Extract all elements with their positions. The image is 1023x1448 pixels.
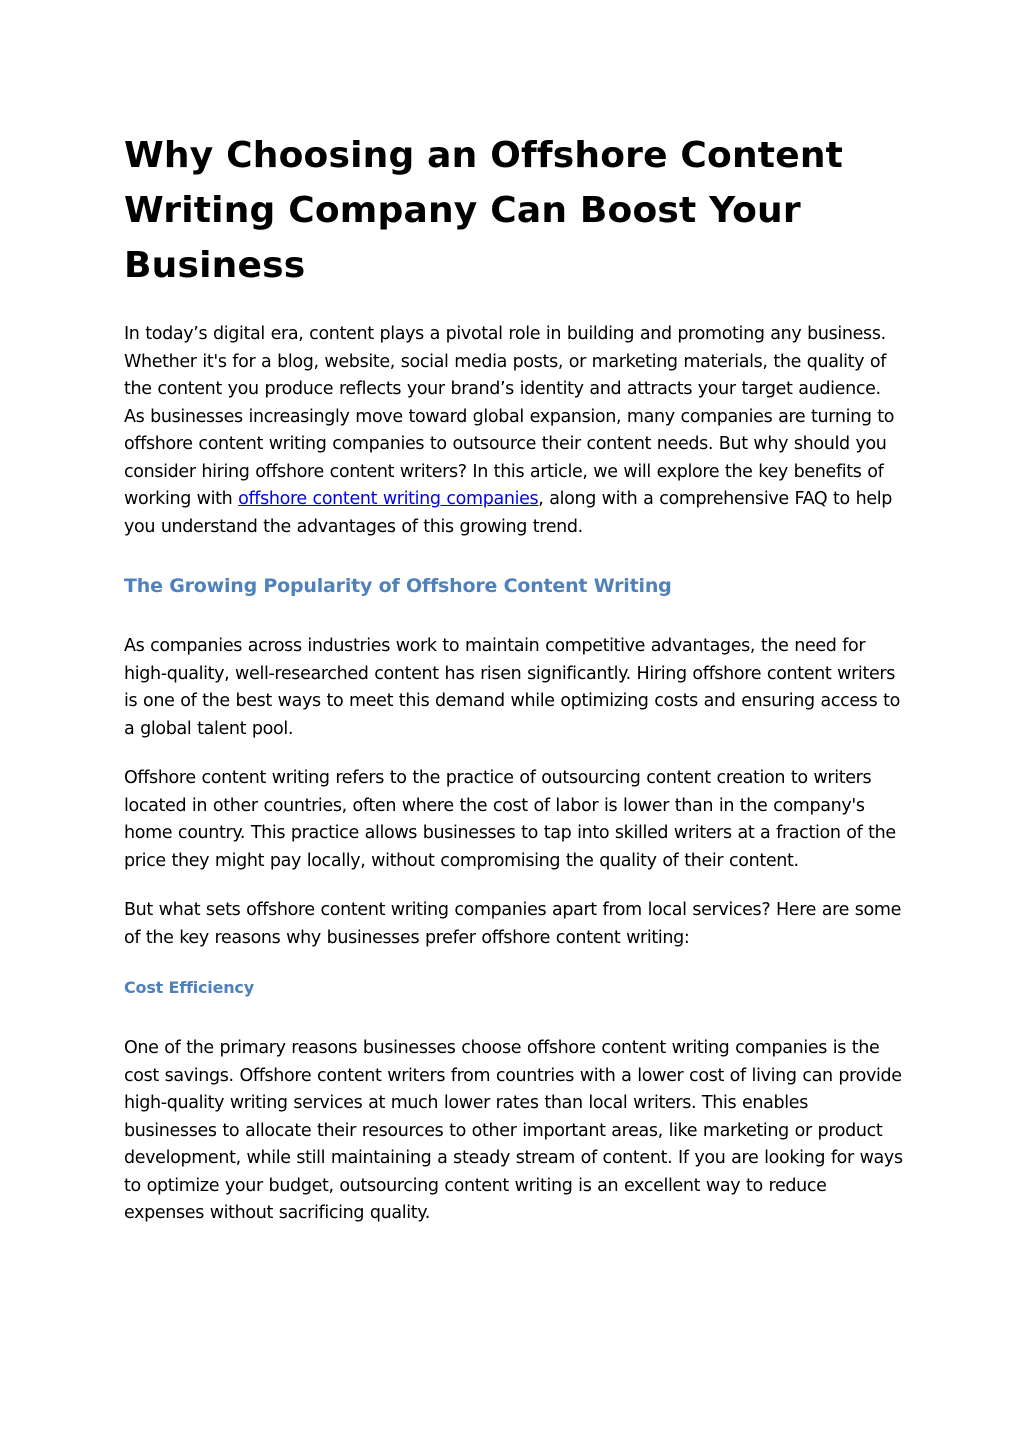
cost-efficiency-paragraph: One of the primary reasons businesses choose offshore content writing companies is the cost savings. Offshore content writers from countries with a lower cost of living can provide high-quality writing services at much lower rates than local writers. This enables businesses to allocate their resources to other important areas, like marketing or product development, while still maintaining a steady stream of content. If you are looking for ways to optimize your budget, outsourcing content writing is an excellent way to reduce expenses without sacrificing quality. <box>124 1038 903 1223</box>
section-paragraph: As companies across industries work to maintain competitive advantages, the need for high-quality, well-researched content has risen significantly. Hiring offshore content writers is one of the best ways to meet this demand while optimizing costs and ensuring access to a global talent pool. <box>124 636 900 739</box>
section-paragraph: But what sets offshore content writing companies apart from local services? Here are some of the key reasons why businesses prefer offshore content writing: <box>124 900 901 948</box>
document-page <box>124 128 904 1250</box>
offshore-companies-link[interactable]: offshore content writing companies <box>238 489 539 509</box>
subheading-cost-efficiency: Cost Efficiency <box>124 978 254 997</box>
document-title: Why Choosing an Offshore Content Writing Company Can Boost Your Business <box>124 135 844 286</box>
intro-paragraph <box>124 321 904 541</box>
section-heading-growing-popularity: The Growing Popularity of Offshore Content Writing <box>124 575 672 597</box>
section-paragraph: Offshore content writing refers to the practice of outsourcing content creation to writers located in other countries, often where the cost of labor is lower than in the company's home country. This practice allows businesses to tap into skilled writers at a fraction of the price they might pay locally, without compromising the quality of their content. <box>124 768 896 871</box>
intro-text-after-link: , along with a comprehensive FAQ to help you understand the advantages of this growing trend. <box>124 489 893 537</box>
intro-text-before-link: In today’s digital era, content plays a pivotal role in building and promoting any business. Whether it's for a blog, website, social media posts, or marketing materials, the quality of the content you produce reflects your brand’s identity and attracts your target audience. As businesses increasingly move toward global expansion, many companies are turning to offshore content writing companies to outsource their content needs. But why should you consider hiring offshore content writers? In this article, we will explore the key benefits of working with <box>124 324 895 509</box>
